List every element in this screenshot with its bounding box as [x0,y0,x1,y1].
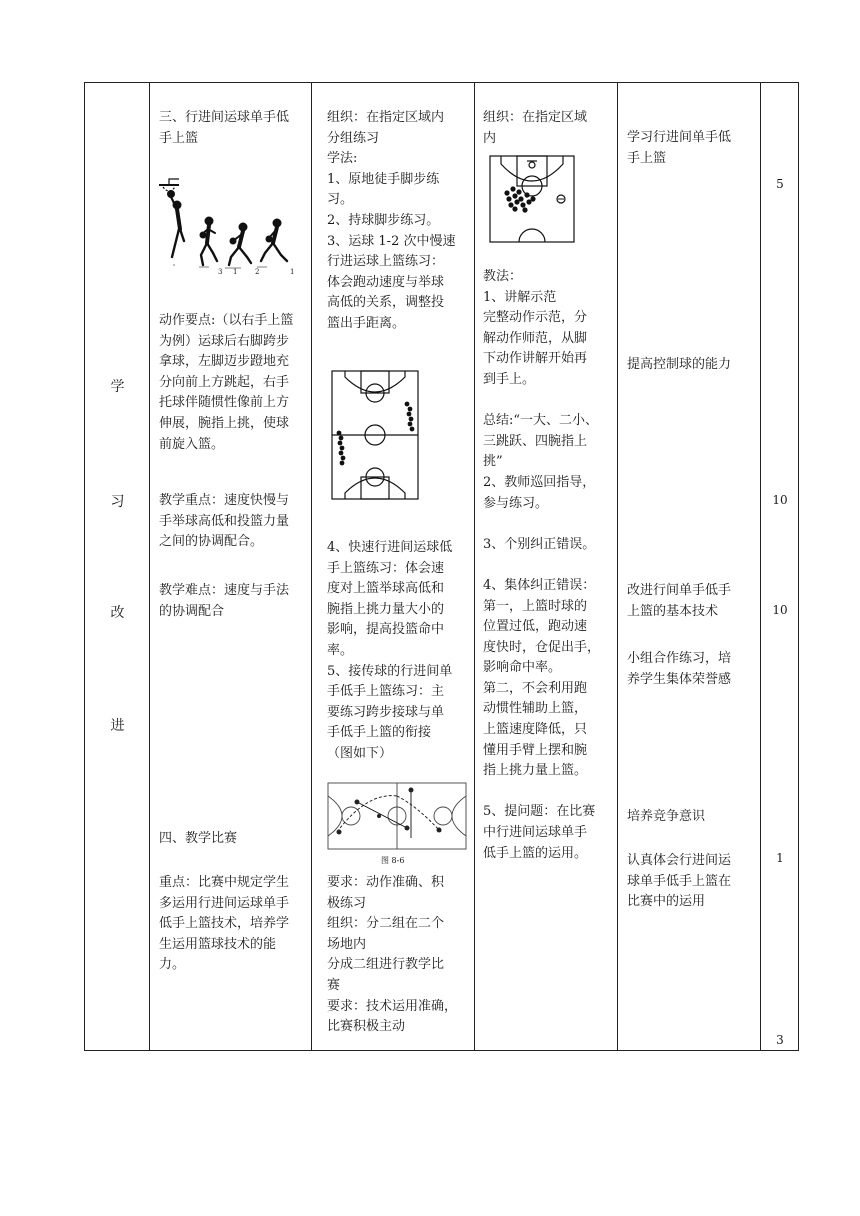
section4-title: 四、教学比赛 [159,831,238,846]
goal-text: 学习行进间单手低 手上篮 [627,130,732,166]
half-court-formation [489,155,575,243]
goal-text: 认真体会行进间运 球单手低手上篮在 比赛中的运用 [627,853,732,910]
column-divider [760,83,761,1050]
time-value: 3 [776,1033,784,1047]
fast-dribble-practice: 4、快速行进间运球低 手上篮练习：体会速 度对上篮举球高低和 腕指上挑力量大小的 影响，提高投篮命中 率。 5、接传球的行进间单 手低手上篮练习：主 要练习跨步接球与单 手低手上篮的衔接 （图如下） [327,540,453,761]
time-value: 10 [772,493,788,507]
stage-char: 改 [110,605,125,621]
teaching-difficulty: 教学难点：速度与手法 的协调配合 [159,583,290,619]
teaching-key-point: 教学重点：速度快慢与 手举球高低和投篮力量 之间的协调配合。 [159,493,290,550]
action-points: 动作要点:（以右手上篮 为例）运球后右脚跨步 拿球，左脚迈步蹬地充 分向前上方跳起，右手 托球伴随惯性像前上方 伸展，腕指上挑，使球 前旋入篮。 [159,313,294,452]
column-divider [311,83,312,1050]
court-diagram [331,370,419,500]
stage-char: 进 [110,718,125,734]
figure-caption: 1 [290,268,295,276]
lesson-plan-table [84,82,799,1051]
goal-text: 小组合作练习，培 养学生集体荣誉感 [627,651,732,687]
goal-text: 改进行间单手低手 上篮的基本技术 [627,583,732,619]
figure-caption: 3 [218,268,223,276]
section4-focus: 重点：比赛中规定学生 多运用行进间运球单手 低手上篮技术，培养学 生运用篮球技术的能 力。 [159,875,290,973]
requirements-organization: 要求：动作准确、积 极练习 组织：分二组在二个 场地内 分成二组进行教学比 赛 要求：技术运用准确， 比赛积极主动 [327,875,458,1035]
passing-drill-diagram [327,782,467,850]
teaching-method: 教法： 1、讲解示范 完整动作示范，分 解动作师范，从脚 下动作讲解开始再 到手上。 总结:“一大、二小、 三跳跃、四腕指上 挑” 2、教师巡回指导， 参与练习。 3、个别纠正错误。 4、集体纠正错误： 第一，上篮时球的 位置过低，跑动速 度快时，仓促出手， 影响命中率。 第二，不会利用跑 动惯性辅助上篮， 上篮速度降低，只 懂用手臂上摆和腕 指上挑力量上篮。 5、提问题：在比赛 中行进间运球单手 低手上篮的运用。 [483,269,601,861]
layup-sequence-figure [153,177,305,277]
column-divider [617,83,618,1050]
stage-char: 学 [110,379,125,395]
section3-title: 三、行进间运球单手低 手上篮 [159,110,290,146]
stage-char: 习 [110,494,125,510]
organization-practice: 组织：在指定区域内 分组练习 学法: 1、原地徒手脚步练 习。 2、持球脚步练习。 3、运球 1-2 次中慢速 行进运球上篮练习： 体会跑动速度与举球 高低的关系，调整投 篮出手距离。 [327,110,456,331]
figure-caption: 1 [233,268,238,276]
teacher-organization: 组织：在指定区域 内 [483,110,588,146]
column-divider [149,83,150,1050]
goal-text: 提高控制球的能力 [627,357,732,372]
time-value: 5 [776,177,784,191]
figure-caption: 图 8-6 [381,856,405,865]
column-divider [474,83,475,1050]
time-value: 10 [772,603,788,617]
time-value: 1 [776,851,784,865]
figure-caption: 2 [255,268,260,276]
goal-text: 培养竞争意识 [627,809,706,824]
